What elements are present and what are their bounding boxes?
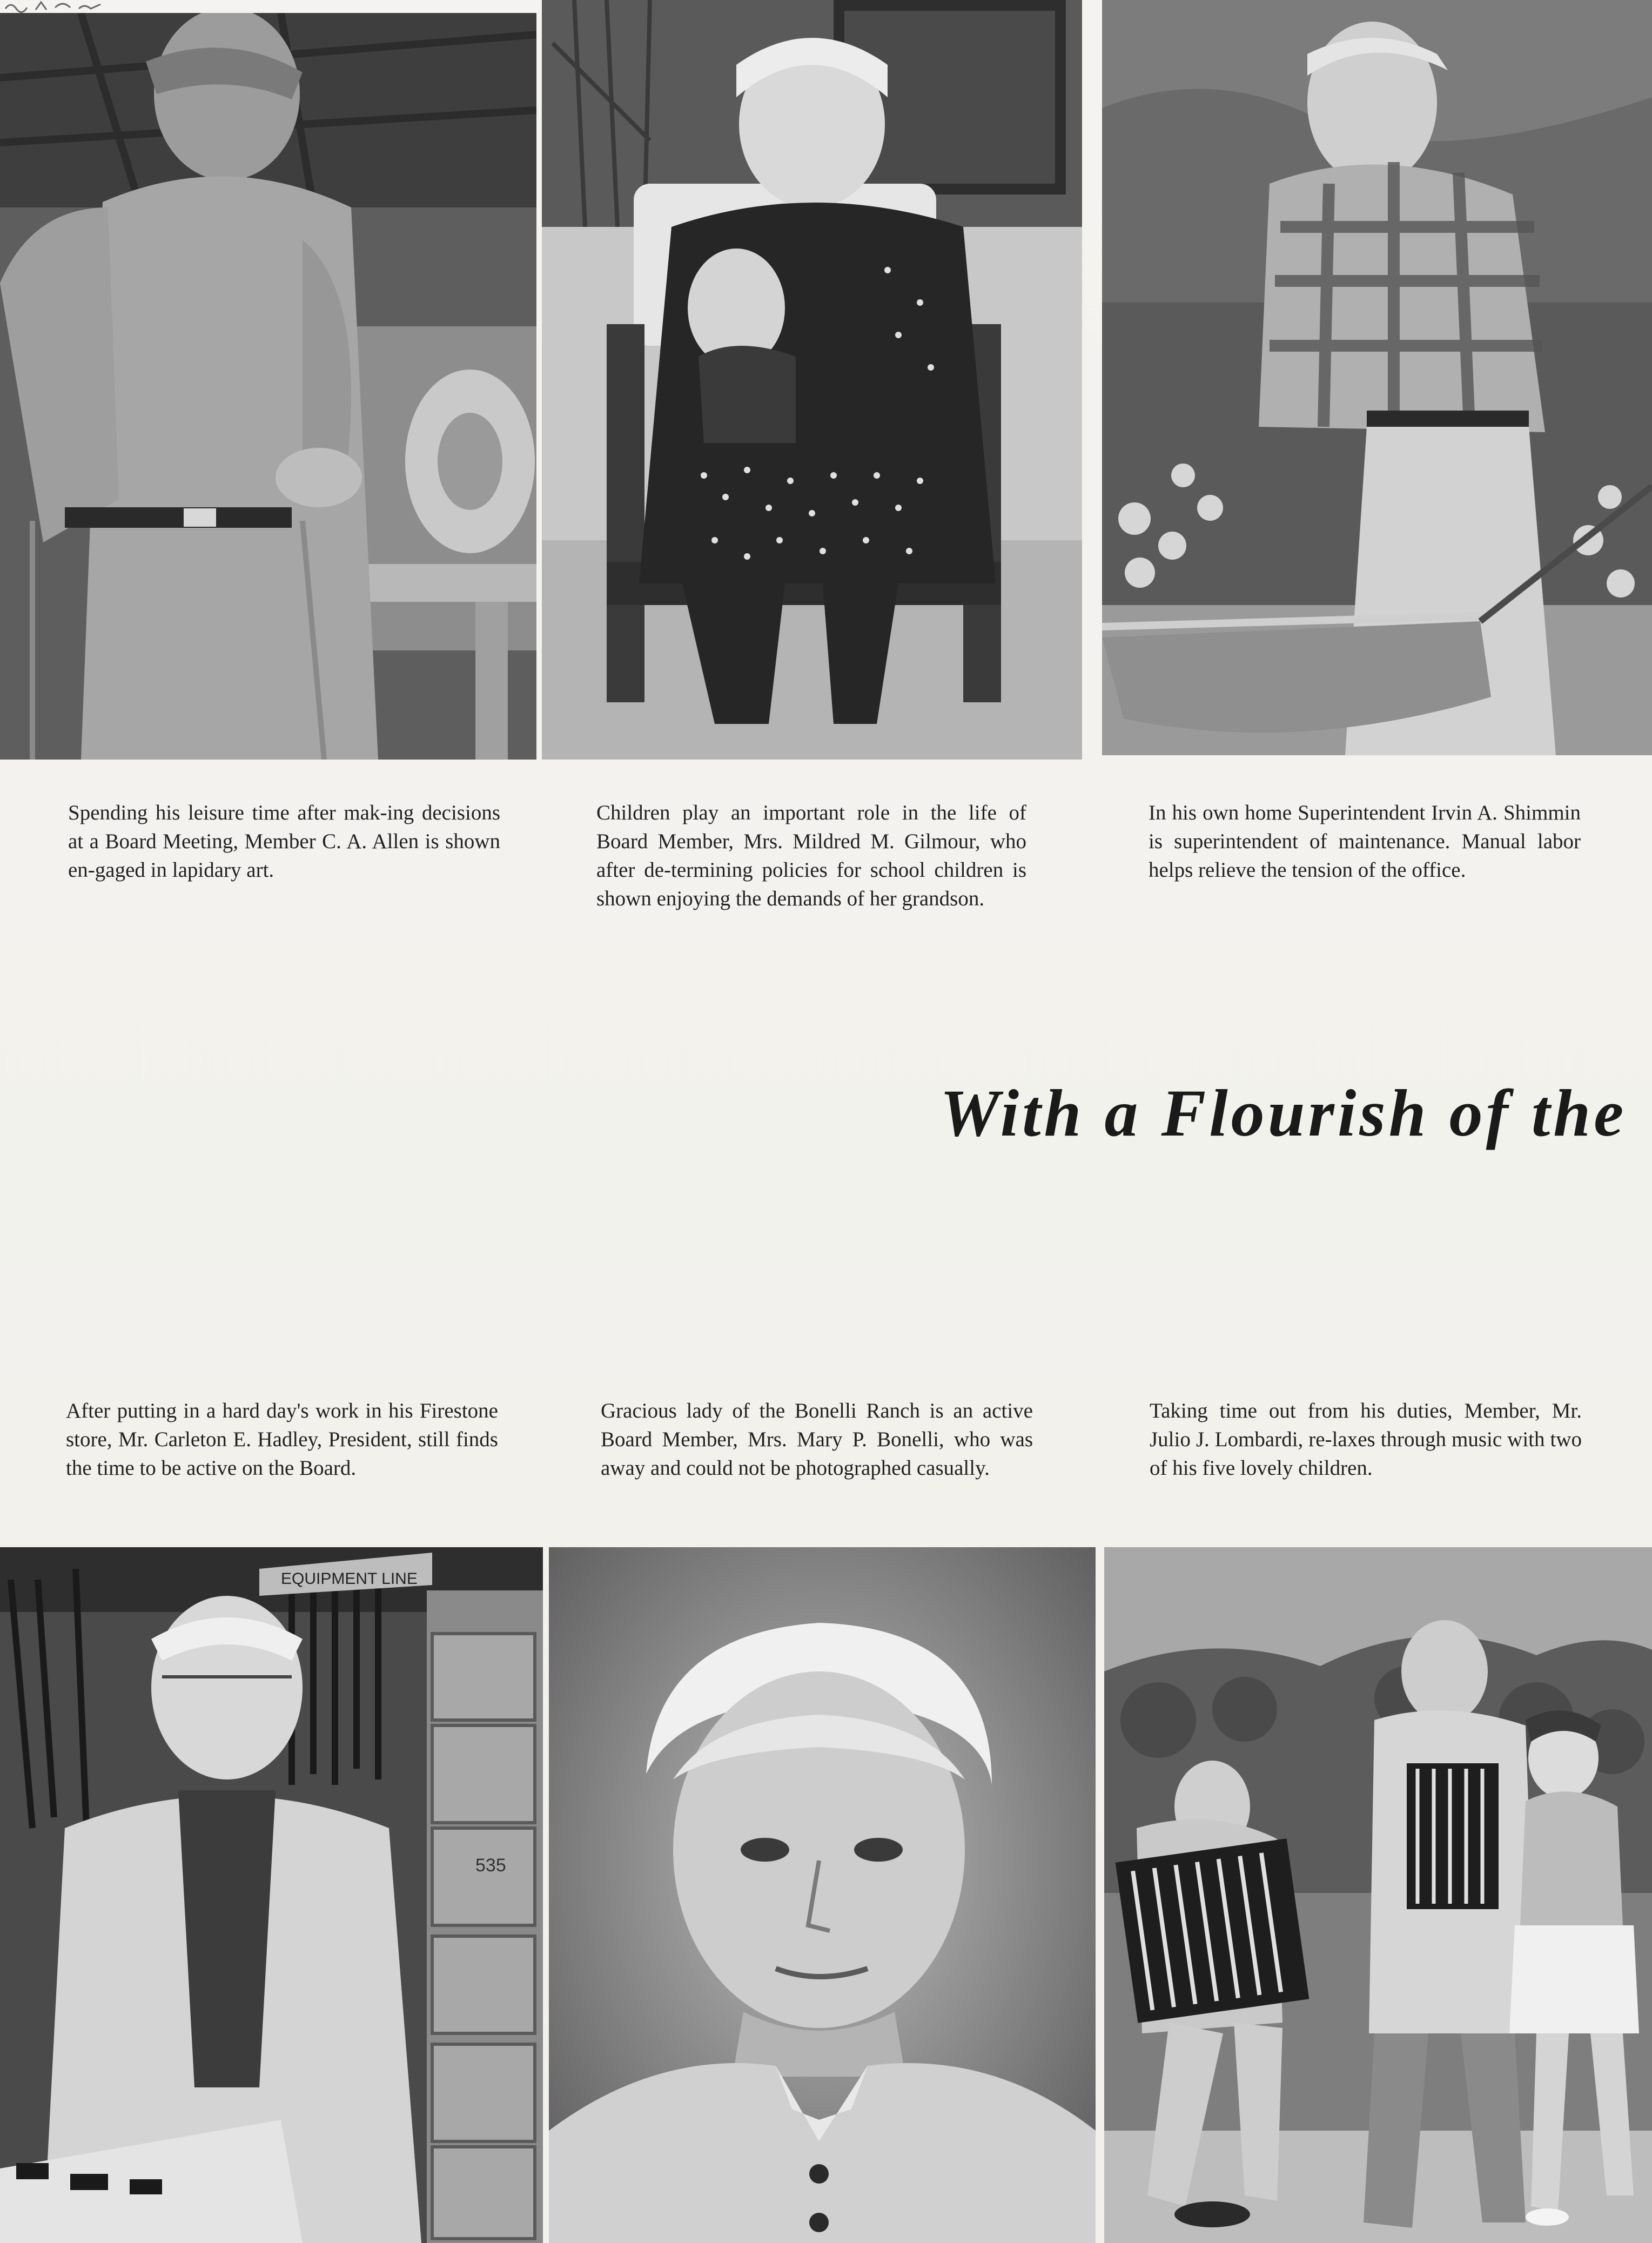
caption-lombardi: Taking time out from his duties, Member, Mr. Julio J. Lombardi, re-laxes through music with two of his five lovely children. (1150, 1399, 1582, 1480)
equipment-sign-text: EQUIPMENT LINE (281, 1570, 418, 1588)
caption-allen: Spending his leisure time after mak-ing decisions at a Board Meeting, Member C. A. Allen is shown en-gaged in lapidary art. (68, 801, 500, 882)
photo-hadley-store (0, 1547, 543, 2243)
photo-allen-lapidary (0, 13, 536, 760)
photo-gilmour-grandson (542, 0, 1082, 760)
caption-hadley: After putting in a hard day's work in his Firestone store, Mr. Carleton E. Hadley, President, still finds the time to be active on the Board. (66, 1399, 498, 1480)
caption-shimmin: In his own home Superintendent Irvin A. Shimmin is superintendent of maintenance. Manual labor helps relieve the tension of the office. (1149, 801, 1581, 882)
photo-shimmin-wheelbarrow (1102, 0, 1652, 755)
box-label-text: 535 (475, 1855, 506, 1876)
photo-lombardi-accordions (1104, 1547, 1652, 2243)
photo-bonelli-portrait (549, 1547, 1096, 2243)
handwritten-mark (3, 0, 127, 14)
page-headline: With a Flourish of the (940, 1076, 1627, 1150)
caption-gilmour: Children play an important role in the life of Board Member, Mrs. Mildred M. Gilmour, who after de-termining policies for school children is shown enjoying the demands of her grandson. (596, 801, 1026, 910)
caption-bonelli: Gracious lady of the Bonelli Ranch is an active Board Member, Mrs. Mary P. Bonelli, who was away and could not be photographed casually. (601, 1399, 1033, 1480)
